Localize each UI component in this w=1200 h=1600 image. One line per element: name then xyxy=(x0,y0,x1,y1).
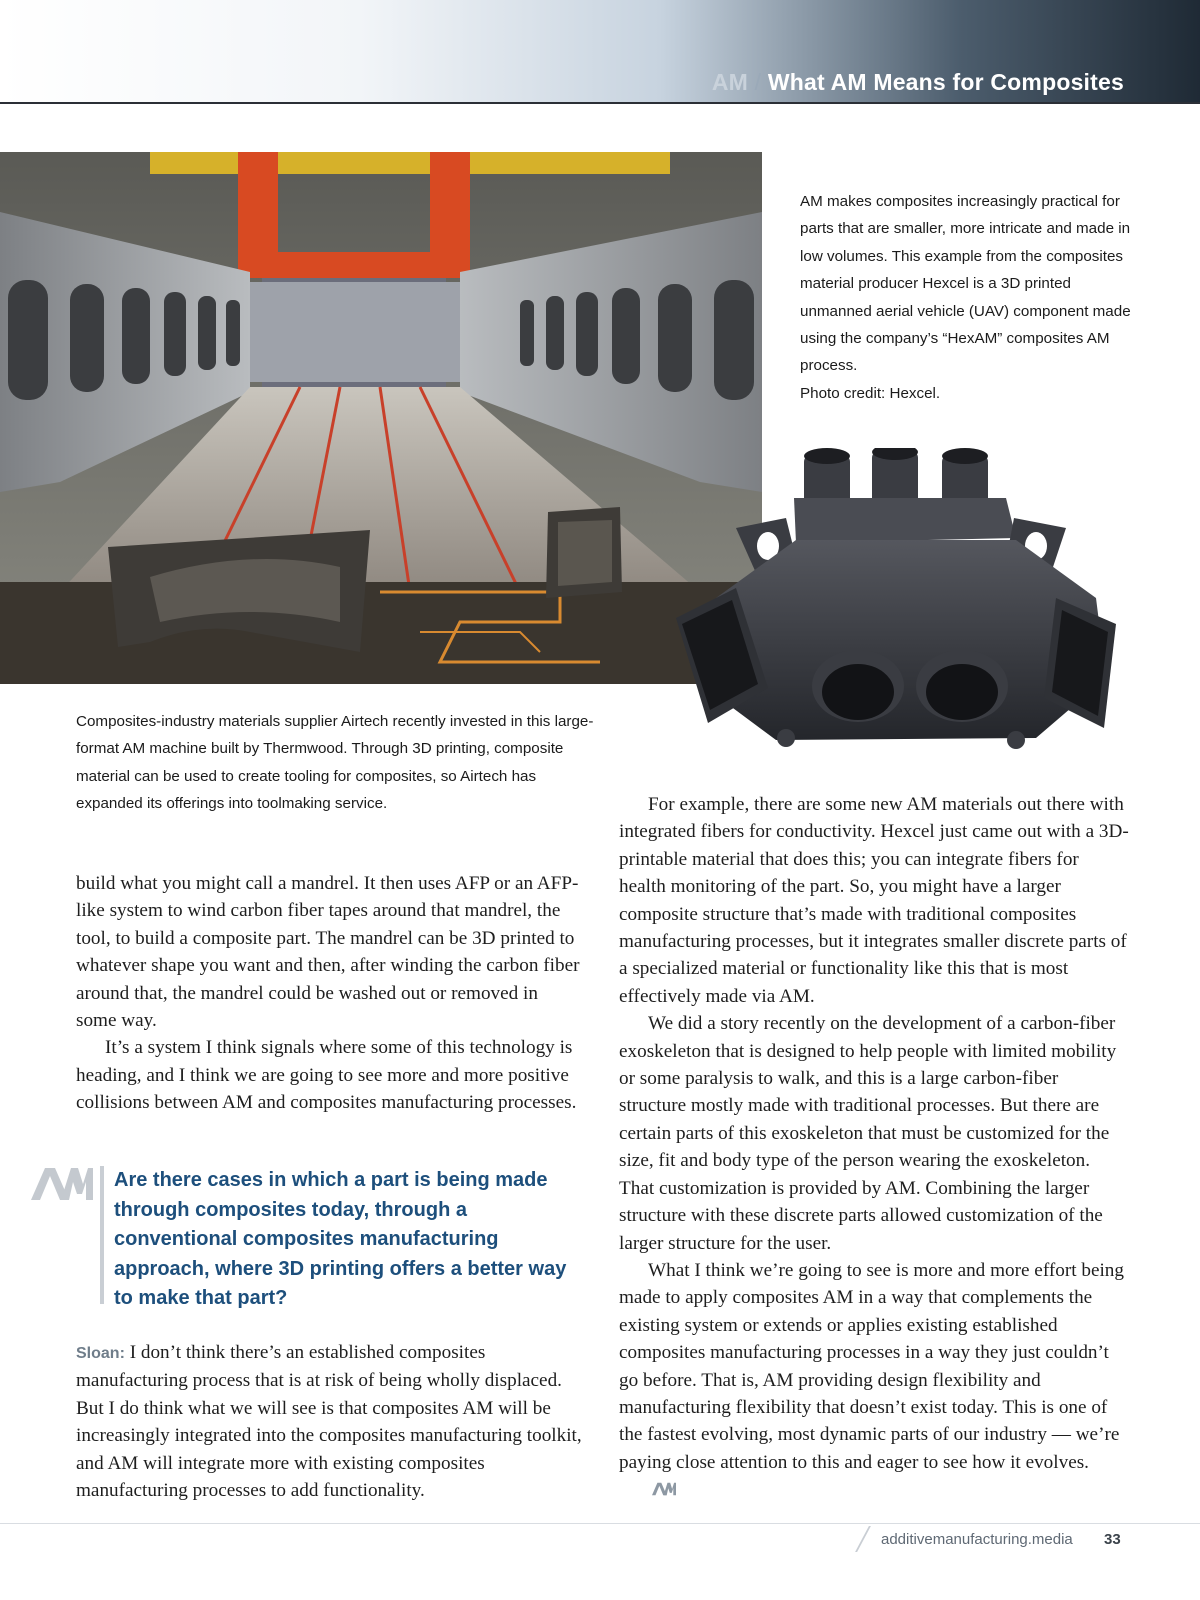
question-rule xyxy=(100,1166,104,1304)
uav-component-photo xyxy=(676,448,1160,768)
body-column-left xyxy=(76,870,582,1117)
paragraph-text: What I think we’re going to see is more and more effort being made to apply composites AM in a way that complements the existing system or extends or applies existing established composites manufacturing processes in a way they just couldn’t go before. That is, AM providing design flexibility and manufacturing flexibility that doesn’t exist today. This is one of the fastest evolving, most dynamic parts of our industry — we’re paying close attention to this and eager to see how it evolves. xyxy=(619,1259,1124,1473)
thermwood-machine-photo xyxy=(0,152,762,684)
article-title: What AM Means for Composites xyxy=(767,69,1124,95)
header-rule xyxy=(0,102,1200,104)
photo-credit: Photo credit: Hexcel. xyxy=(800,384,941,402)
paragraph-last xyxy=(619,1257,1129,1505)
answer-text: I don’t think there’s an established composites manufacturing process that is at risk of being wholly displaced. But I do think what we will see is that composites AM will be increasingly integrated into the composites manufacturing toolkit, and AM will integrate more with existing composites manufacturing processes to add functionality. xyxy=(76,1342,582,1502)
paragraph: It’s a system I think signals where some of this technology is heading, and I think we are going to see more and more positive collisions between AM and composites manufacturing processes. xyxy=(76,1037,577,1114)
speaker-label: Sloan: xyxy=(76,1345,125,1362)
footer-rule xyxy=(0,1523,1200,1524)
caption-text: AM makes composites increasingly practical for parts that are smaller, more intricate and made in low volumes. This example from the composites material producer Hexcel is a 3D printed unmanned aerial vehicle (UAV) component made using the company’s “HexAM” composites AM process. xyxy=(800,193,1131,375)
paragraph: For example, there are some new AM materials out there with integrated fibers for conductivity. Hexcel just came out with a 3D-printable material that does this; you can integrate fibers for health monitoring of the part. So, you might have a larger composite structure that’s made with traditional composites manufacturing processes, but it integrates smaller discrete parts of a specialized material or functionality like this that is most effectively made via AM. xyxy=(619,794,1129,1007)
body-column-right xyxy=(619,791,1129,1505)
section-title xyxy=(712,69,1124,96)
paragraph: build what you might call a mandrel. It then uses AFP or an AFP-like system to wind carbon fiber tapes around that mandrel, the tool, to build a composite part. The mandrel can be 3D printed to whatever shape you want and then, after winding the carbon fiber around that, the mandrel could be washed out or removed in some way. xyxy=(76,873,580,1032)
end-mark-icon xyxy=(623,1477,676,1504)
page-number: 33 xyxy=(1104,1531,1121,1548)
caption-text: Composites-industry materials supplier Airtech recently invested in this large-format AM machine built by Thermwood. Through 3D printing, composite material can be used to create tooling for composites, so Airtech has expanded its offerings into toolmaking service. xyxy=(76,713,594,813)
footer-slash-icon xyxy=(855,1526,871,1552)
section-separator: / xyxy=(754,69,762,95)
interview-answer xyxy=(76,1339,582,1504)
thermwood-photo-caption xyxy=(76,708,596,818)
am-logo-icon xyxy=(31,1166,93,1202)
paragraph: We did a story recently on the development of a carbon-fiber exoskeleton that is designed to help people with limited mobility or some paralysis to walk, and this is a large carbon-fiber structure mostly made with traditional processes. But there are certain parts of this exoskeleton that must be customized for the size, fit and body type of the person wearing the exoskeleton. That customization is provided by AM. Combining the larger structure with these discrete parts allowed customization of the larger structure for the user. xyxy=(619,1013,1117,1254)
uav-photo-caption xyxy=(800,188,1140,407)
section-label: AM xyxy=(711,69,749,95)
footer-url[interactable]: additivemanufacturing.media xyxy=(881,1531,1073,1548)
interview-question: Are there cases in which a part is being made through composites today, through a conventional composites manufacturing approach, where 3D printing offers a better way to make that part? xyxy=(114,1169,567,1309)
